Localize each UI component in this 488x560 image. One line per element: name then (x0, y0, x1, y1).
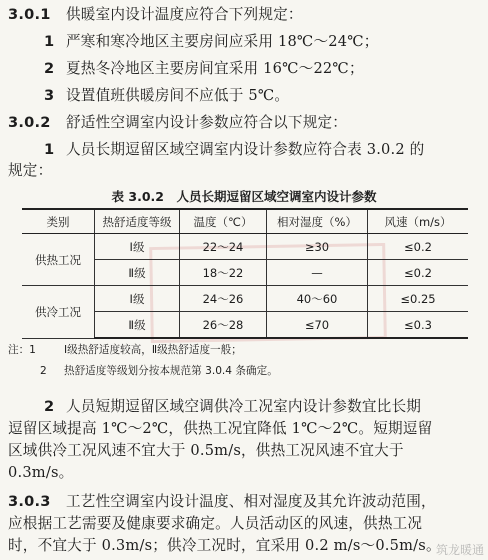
item-number: 2 (44, 398, 55, 415)
source-watermark: 筑龙暖通 (435, 543, 484, 557)
paragraph-line: 0.3m/s。 (8, 464, 74, 481)
section-3-0-1-heading (8, 6, 303, 24)
column-header: 温度（℃） (180, 209, 267, 234)
list-item (44, 141, 424, 159)
paragraph-line: 应根据工艺需要及健康要求确定。人员活动区的风速，供热工况 (8, 515, 423, 532)
table-caption: 表 3.0.2 人员长期逗留区域空调室内设计参数 (111, 189, 377, 204)
air-speed-cell: ≤0.3 (368, 312, 469, 339)
humidity-cell: — (267, 260, 368, 286)
level-cell: Ⅰ级 (95, 234, 180, 260)
section-3-0-3-heading (8, 493, 436, 511)
item-text: 设置值班供暖房间不应低于 5℃。 (66, 87, 290, 104)
item-text: 严寒和寒冷地区主要房间应采用 18℃～24℃； (66, 33, 379, 50)
temperature-cell: 26～28 (180, 312, 267, 339)
table-row (22, 286, 468, 312)
category-cell: 供热工况 (22, 234, 95, 286)
section-text: 工艺性空调室内设计温度、相对湿度及其允许波动范围， (66, 493, 436, 510)
level-cell: Ⅱ级 (95, 312, 180, 339)
section-title: 供暖室内设计温度应符合下列规定： (66, 6, 303, 23)
list-item (44, 87, 289, 105)
column-header: 风速（m/s） (368, 209, 469, 234)
category-cell: 供冷工况 (22, 286, 95, 339)
humidity-cell: ≥30 (267, 234, 368, 260)
item-number: 1 (44, 141, 55, 158)
table-row (22, 234, 468, 260)
air-speed-cell: ≤0.2 (368, 234, 469, 260)
air-speed-cell: ≤0.2 (368, 260, 469, 286)
parameters-table (22, 208, 468, 339)
column-header: 相对湿度（%） (267, 209, 368, 234)
humidity-cell: ≤70 (267, 312, 368, 339)
table-note-1 (8, 343, 242, 357)
item-text: 人员短期逗留区域空调供冷工况室内设计参数宜比长期 (66, 398, 422, 415)
table-note-2 (40, 364, 278, 378)
item-text: 夏热冬冷地区主要房间宜采用 16℃～22℃； (66, 60, 364, 77)
item-number: 3 (44, 87, 55, 104)
level-cell: Ⅱ级 (95, 260, 180, 286)
humidity-cell: 40～60 (267, 286, 368, 312)
air-speed-cell: ≤0.25 (368, 286, 469, 312)
temperature-cell: 22～24 (180, 234, 267, 260)
list-item (44, 398, 421, 416)
table-header-row (22, 209, 468, 234)
list-item (44, 60, 364, 78)
section-number: 3.0.1 (8, 6, 51, 23)
note-text: Ⅰ级热舒适度较高，Ⅱ级热舒适度一般； (64, 344, 242, 356)
paragraph-line: 时，不宜大于 0.3m/s；供冷工况时，宜采用 0.2 m/s～0.5m/s。 (8, 537, 441, 554)
item-number: 1 (44, 33, 55, 50)
list-item (44, 33, 379, 51)
item-number: 2 (44, 60, 55, 77)
section-number: 3.0.3 (8, 493, 51, 510)
column-header: 热舒适度等级 (95, 209, 180, 234)
paragraph-line: 逗留区域提高 1℃～2℃，供热工况宜降低 1℃～2℃。短期逗留 (8, 420, 433, 437)
item-text: 人员长期逗留区域空调室内设计参数应符合表 3.0.2 的 (66, 141, 425, 158)
note-label: 注：1 (8, 344, 36, 356)
column-header: 类别 (22, 209, 95, 234)
section-3-0-2-heading (8, 114, 347, 132)
note-text: 热舒适度等级划分按本规范第 3.0.4 条确定。 (64, 365, 278, 377)
paragraph-line: 规定： (8, 162, 53, 179)
paragraph-line: 区域供冷工况风速不宜大于 0.5m/s，供热工况风速不宜大于 (8, 442, 404, 459)
note-number: 2 (40, 365, 47, 377)
temperature-cell: 24～26 (180, 286, 267, 312)
section-title: 舒适性空调室内设计参数应符合以下规定： (66, 114, 348, 131)
temperature-cell: 18～22 (180, 260, 267, 286)
section-number: 3.0.2 (8, 114, 51, 131)
level-cell: Ⅰ级 (95, 286, 180, 312)
